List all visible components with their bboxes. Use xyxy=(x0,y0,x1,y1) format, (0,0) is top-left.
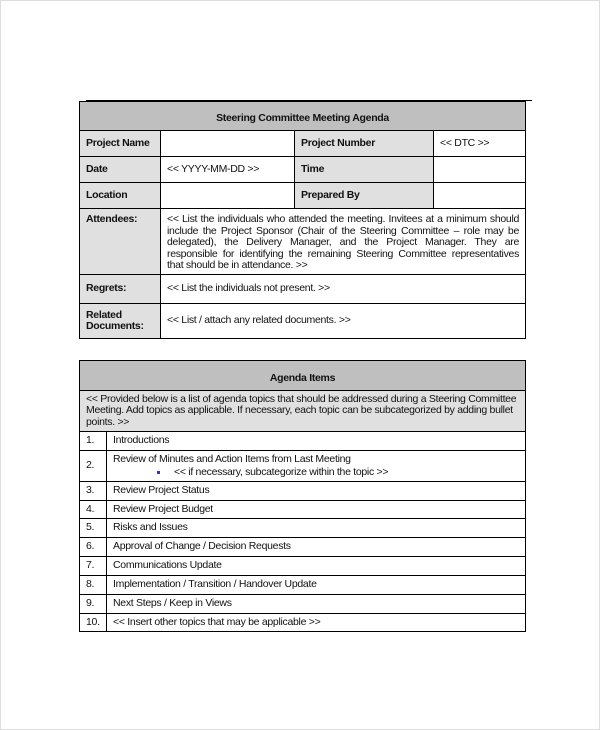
agenda-intro: << Provided below is a list of agenda topics that should be addressed during a Steering Committee Meeting. Add topics as applicable. If necessary, each topic can be subcategorized by adding bullet points. >> xyxy=(80,391,526,432)
regrets-field[interactable]: << List the individuals not present. >> xyxy=(161,275,526,304)
date-label: Date xyxy=(80,157,161,183)
agenda-item-number: 5. xyxy=(80,519,107,538)
prepared-by-label: Prepared By xyxy=(295,183,434,209)
agenda-item-text: Implementation / Transition / Handover Update xyxy=(113,578,317,591)
agenda-item-number: 4. xyxy=(80,501,107,519)
agenda-item-number: 6. xyxy=(80,538,107,557)
agenda-item-number: 7. xyxy=(80,557,107,576)
agenda-item-number: 1. xyxy=(80,432,107,451)
agenda-item-number: 3. xyxy=(80,482,107,501)
agenda-item-row xyxy=(80,482,526,501)
related-documents-label: Related Documents: xyxy=(80,304,161,339)
agenda-item-cell[interactable] xyxy=(107,595,526,614)
agenda-item-row xyxy=(80,519,526,538)
agenda-item-row xyxy=(80,614,526,632)
time-field[interactable] xyxy=(434,157,526,183)
agenda-item-row xyxy=(80,501,526,519)
agenda-item-text: Communications Update xyxy=(113,559,222,572)
agenda-item-row xyxy=(80,557,526,576)
agenda-item-text: << Insert other topics that may be applicable >> xyxy=(113,615,321,628)
agenda-item-text: Review Project Budget xyxy=(113,502,213,515)
project-number-field[interactable]: << DTC >> xyxy=(434,131,526,157)
agenda-item-text: Introductions xyxy=(113,434,170,447)
location-label: Location xyxy=(80,183,161,209)
agenda-item-cell[interactable] xyxy=(107,557,526,576)
prepared-by-field[interactable] xyxy=(434,183,526,209)
meeting-title: Steering Committee Meeting Agenda xyxy=(80,102,526,131)
date-field[interactable]: << YYYY-MM-DD >> xyxy=(161,157,295,183)
agenda-item-row xyxy=(80,576,526,595)
agenda-item-text: Review of Minutes and Action Items from Last Meeting xyxy=(113,452,351,465)
agenda-table xyxy=(79,360,526,632)
agenda-item-number: 2. xyxy=(80,451,107,482)
agenda-item-cell[interactable] xyxy=(107,576,526,595)
agenda-item-number: 10. xyxy=(80,614,107,632)
meeting-info-table xyxy=(79,101,526,339)
agenda-item-cell[interactable] xyxy=(107,432,526,451)
agenda-item-number: 9. xyxy=(80,595,107,614)
agenda-item-row xyxy=(80,595,526,614)
agenda-item-cell[interactable] xyxy=(107,501,526,519)
agenda-item-text: Review Project Status xyxy=(113,484,210,497)
agenda-title: Agenda Items xyxy=(80,361,526,391)
regrets-label: Regrets: xyxy=(80,275,161,304)
agenda-subitem xyxy=(113,467,519,479)
agenda-subitem-text: << if necessary, subcategorize within the topic >> xyxy=(174,466,389,478)
project-name-label: Project Name xyxy=(80,131,161,157)
agenda-item-cell[interactable] xyxy=(107,538,526,557)
project-number-label: Project Number xyxy=(295,131,434,157)
agenda-item-row xyxy=(80,432,526,451)
agenda-item-number: 8. xyxy=(80,576,107,595)
agenda-item-cell[interactable] xyxy=(107,614,526,632)
attendees-field[interactable]: << List the individuals who attended the meeting. Invitees at a minimum should include the Project Sponsor (Chair of the Steering Committee – role may be delegated), the Delivery Manager, and the Project Manager. They are responsible for identifying the remaining Steering Committee representatives that should be in attendance. >> xyxy=(161,209,526,275)
agenda-item-cell[interactable] xyxy=(107,519,526,538)
attendees-label: Attendees: xyxy=(80,209,161,275)
agenda-item-cell[interactable] xyxy=(107,451,526,482)
time-label: Time xyxy=(295,157,434,183)
agenda-item-text: Approval of Change / Decision Requests xyxy=(113,540,291,553)
agenda-item-text: Next Steps / Keep in Views xyxy=(113,597,232,610)
project-name-field[interactable] xyxy=(161,131,295,157)
agenda-item-text: Risks and Issues xyxy=(113,521,188,534)
related-documents-field[interactable]: << List / attach any related documents. >> xyxy=(161,304,526,339)
agenda-item-row xyxy=(80,451,526,482)
agenda-item-cell[interactable] xyxy=(107,482,526,501)
bullet-icon xyxy=(157,471,160,474)
agenda-item-row xyxy=(80,538,526,557)
location-field[interactable] xyxy=(161,183,295,209)
